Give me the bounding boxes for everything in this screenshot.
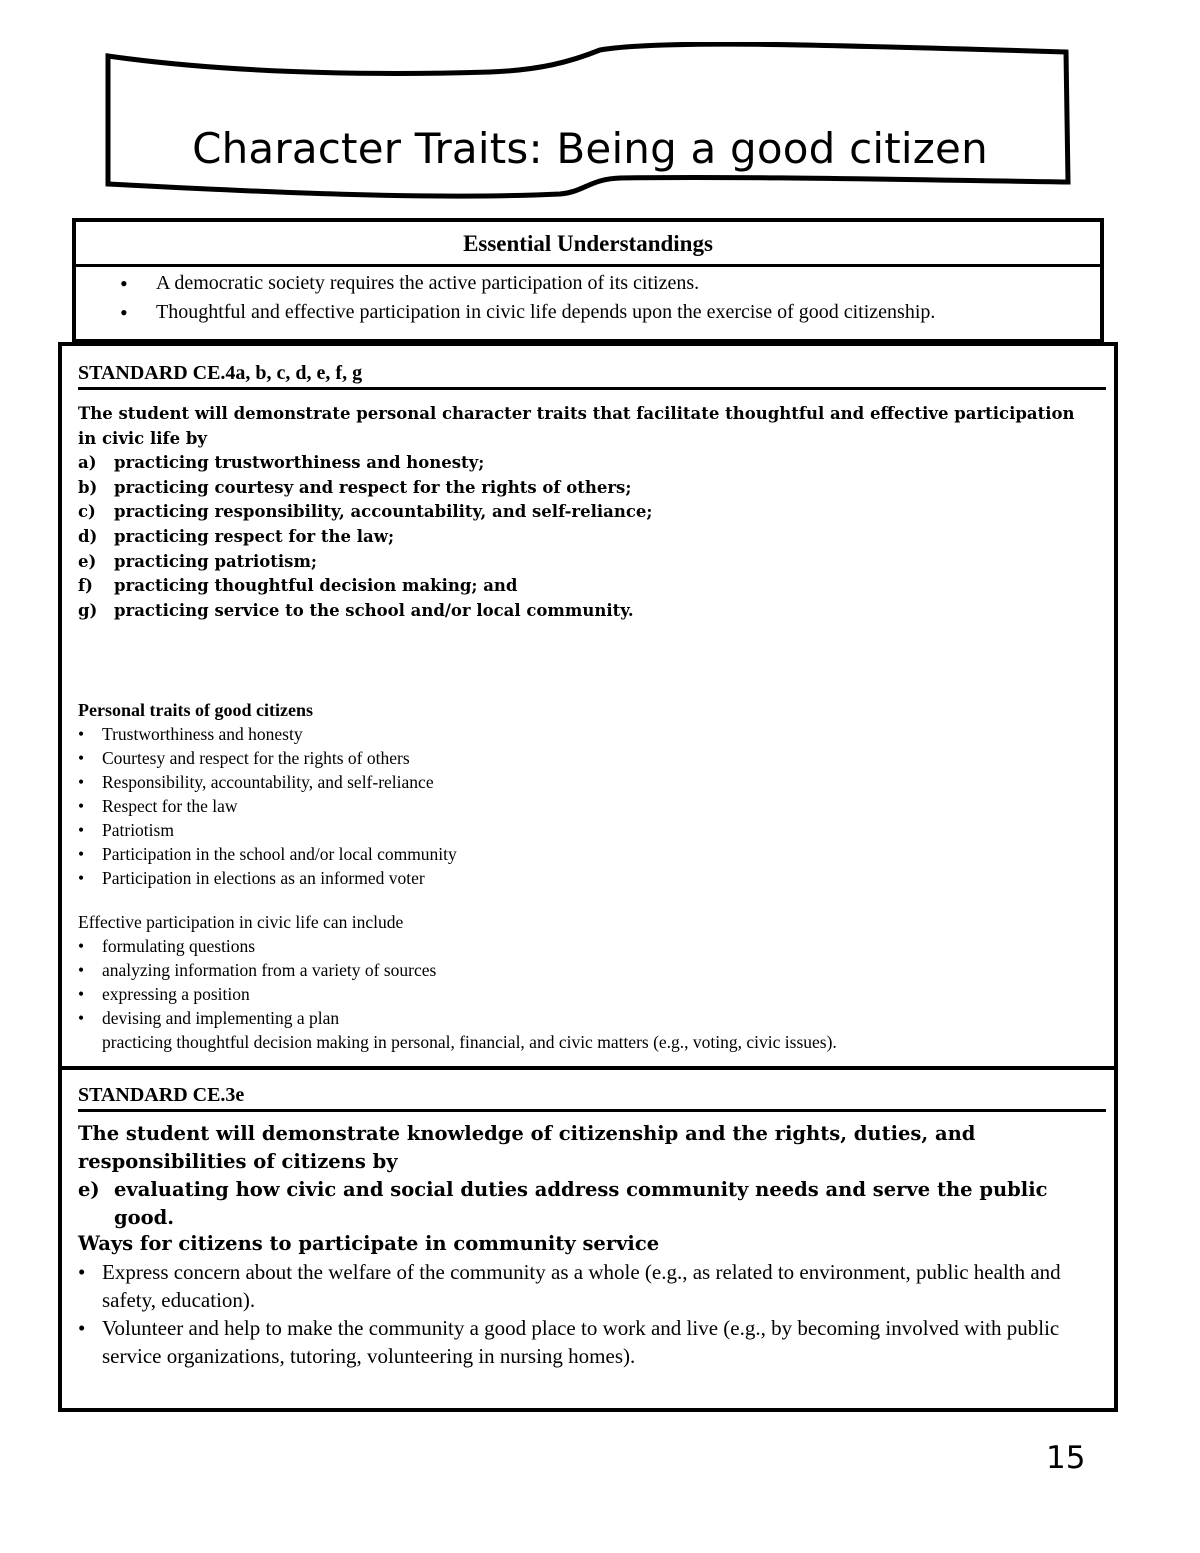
effective-participation-section	[78, 910, 1098, 1054]
list-item	[78, 525, 1098, 550]
item-letter: a)	[78, 453, 97, 473]
standard-ce4-items	[78, 451, 1098, 623]
effective-participation-heading: Effective participation in civic life can include	[78, 912, 404, 932]
standard-ce4-section	[62, 346, 1114, 1070]
list-item: • formulating questions	[78, 934, 1098, 958]
list-item: • Respect for the law	[78, 794, 1098, 818]
item-text: practicing thoughtful decision making; and	[114, 576, 518, 596]
item-letter: b)	[78, 477, 98, 497]
essential-understandings-list	[76, 267, 1100, 327]
item-letter: c)	[78, 502, 96, 522]
list-item	[78, 451, 1098, 476]
standard-ce4-body	[78, 402, 1098, 623]
item-text: practicing trustworthiness and honesty;	[114, 453, 485, 473]
list-item	[78, 476, 1098, 501]
standard-ce3e-intro: The student will demonstrate knowledge of citizenship and the rights, duties, and responsibilities of citizens by	[78, 1122, 976, 1173]
item-text: practicing service to the school and/or local community.	[114, 600, 634, 620]
list-item: • Trustworthiness and honesty	[78, 722, 1098, 746]
list-item: • expressing a position	[78, 982, 1098, 1006]
effective-participation-continuation: practicing thoughtful decision making in personal, financial, and civic matters (e.g., voting, civic issues).	[102, 1032, 837, 1052]
scroll-banner-outline	[100, 42, 1080, 200]
effective-participation-list	[78, 934, 1098, 1030]
standard-ce3e-body	[78, 1120, 1098, 1232]
personal-traits-list	[78, 722, 1098, 890]
list-item: • Volunteer and help to make the community a good place to work and live (e.g., by becoming involved with public service organizations, tutoring, volunteering in nursing homes).	[78, 1314, 1098, 1370]
item-letter: e)	[78, 551, 97, 571]
list-item: • Participation in elections as an informed voter	[78, 866, 1098, 890]
standards-box	[58, 342, 1118, 1412]
standard-ce4-heading: STANDARD CE.4a, b, c, d, e, f, g	[78, 360, 1106, 390]
item-letter: g)	[78, 600, 98, 620]
personal-traits-heading: Personal traits of good citizens	[78, 700, 313, 720]
item-text: practicing respect for the law;	[114, 526, 395, 546]
title-banner	[100, 42, 1080, 200]
list-item: • Courtesy and respect for the rights of others	[78, 746, 1098, 770]
list-item: • devising and implementing a plan	[78, 1006, 1098, 1030]
list-item	[78, 550, 1098, 575]
list-item: • Participation in the school and/or local community	[78, 842, 1098, 866]
essential-understandings-box	[72, 218, 1104, 343]
community-service-section	[78, 1230, 1098, 1370]
personal-traits-section	[78, 698, 1098, 890]
list-item	[78, 574, 1098, 599]
community-service-heading: Ways for citizens to participate in community service	[78, 1232, 660, 1255]
item-text: practicing responsibility, accountability, and self-reliance;	[114, 502, 653, 522]
item-letter: f)	[78, 576, 93, 596]
community-service-list	[78, 1258, 1098, 1370]
item-letter: d)	[78, 526, 98, 546]
list-item: • Express concern about the welfare of the community as a whole (e.g., as related to environment, public health and safety, education).	[78, 1258, 1098, 1314]
list-item	[78, 599, 1098, 624]
item-text: practicing courtesy and respect for the rights of others;	[114, 477, 632, 497]
list-item	[78, 1176, 1098, 1232]
list-item: • A democratic society requires the active participation of its citizens.	[76, 269, 1100, 298]
standard-ce3e-heading: STANDARD CE.3e	[78, 1082, 1106, 1112]
item-letter: e)	[78, 1178, 100, 1201]
essential-understandings-heading: Essential Understandings	[76, 222, 1100, 267]
list-item	[78, 500, 1098, 525]
item-text: practicing patriotism;	[114, 551, 317, 571]
page-number: 15	[1046, 1440, 1086, 1476]
list-item: • Patriotism	[78, 818, 1098, 842]
list-item: • Thoughtful and effective participation in civic life depends upon the exercise of good citizenship.	[76, 298, 1100, 327]
list-item: • Responsibility, accountability, and self-reliance	[78, 770, 1098, 794]
list-item: • analyzing information from a variety of sources	[78, 958, 1098, 982]
page-title: Character Traits: Being a good citizen	[192, 124, 988, 173]
standard-ce4-intro: The student will demonstrate personal character traits that facilitate thoughtful and effective participation in civic life by	[78, 404, 1075, 448]
item-text: evaluating how civic and social duties address community needs and serve the public good.	[114, 1178, 1048, 1229]
